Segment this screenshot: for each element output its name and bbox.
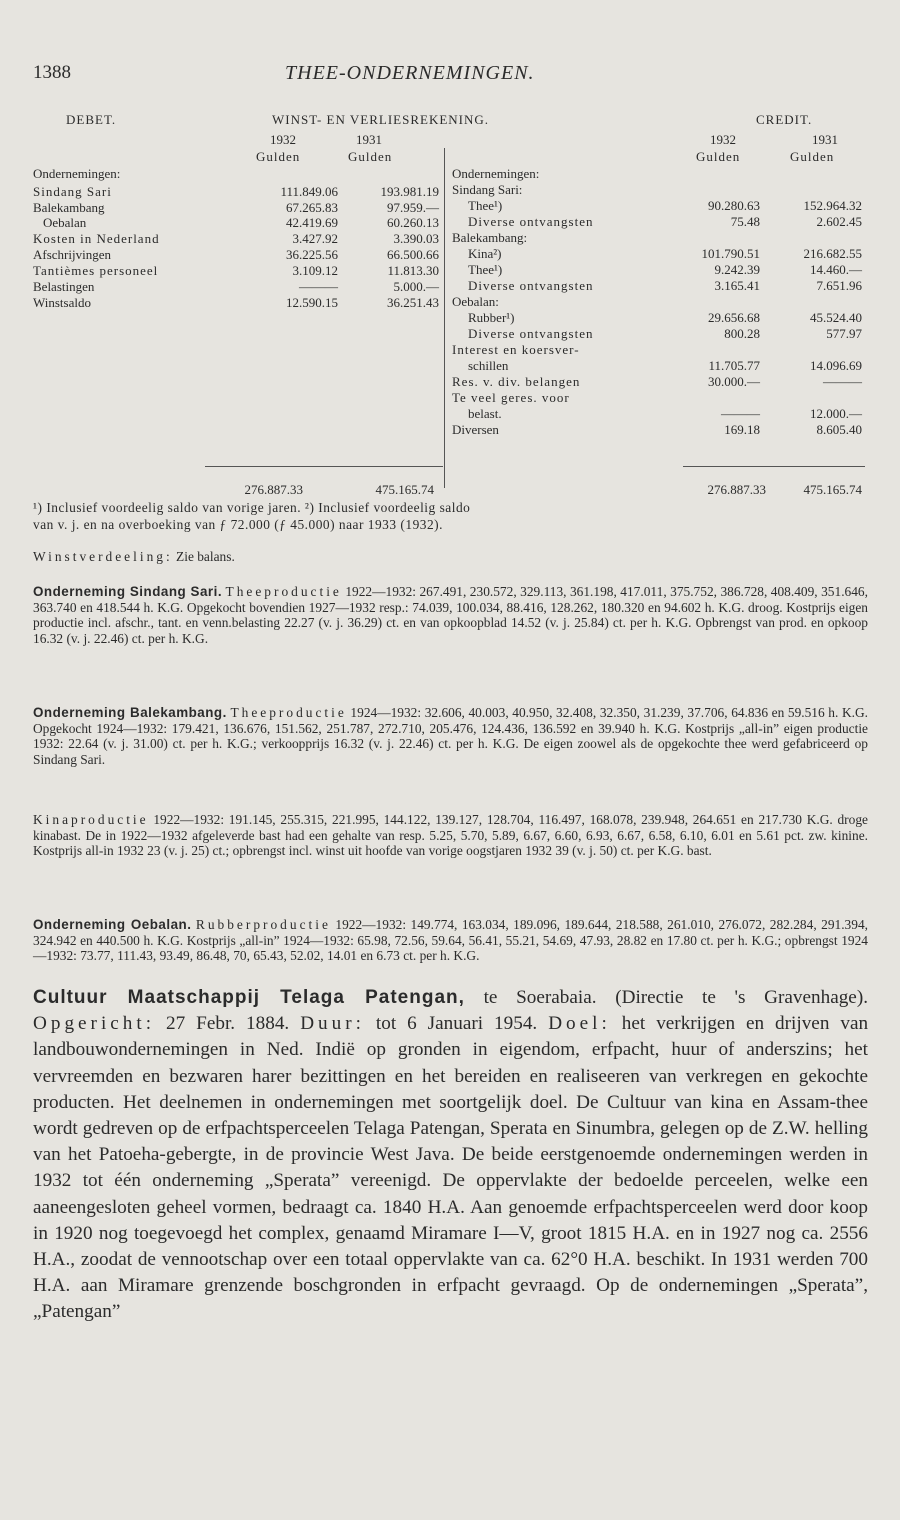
spaced-term: Theeproductie <box>225 584 342 599</box>
winstverdeeling-label: Winstverdeeling: <box>33 549 173 564</box>
credit-label: CREDIT. <box>756 112 813 127</box>
doel-label: Doel: <box>548 1013 611 1035</box>
footnote-line-2: van v. j. en na overboeking van ƒ 72.000 (ƒ 45.000) naar 1933 (1932). <box>33 517 443 532</box>
opgericht-label: Opgericht: <box>33 1013 156 1035</box>
duur-label: Duur: <box>300 1013 365 1035</box>
section-text: 1922—1932: 267.491, 230.572, 329.113, 361.198, 417.011, 375.752, 386.728, 408.409, 351.646, 363.740 en 418.544 h. K.G. Opgekocht bovendien 1927—1932 resp.: 74.039, 100.034, 88.416, 128.262, 180.320 en 94.602 h. K.G. droog. Kostprijs eigen productie incl. afschr., tant. en venn.belasting 22.27 (v. j. 36.29) ct. en van opkoopblad 14.52 (v. j. 25.84) ct. per h. K.G. Opbrengst van prod. en opkoop 16.32 (v. j. 22.46) ct. per h. K.G. <box>33 584 868 646</box>
credit-total-1931: 475.165.74 <box>803 482 862 497</box>
company-text: 27 Febr. 1884. <box>166 1013 290 1035</box>
section-kina <box>33 812 868 859</box>
debit-currency-1932: Gulden <box>256 149 301 164</box>
section-heading: Onderneming Sindang Sari. <box>33 584 223 599</box>
column-divider <box>444 148 445 488</box>
section-sindang-sari <box>33 584 868 646</box>
statement-title: WINST- EN VERLIESREKENING. <box>272 112 490 127</box>
credit-year-1932: 1932 <box>710 132 736 147</box>
credit-year-1931: 1931 <box>812 132 838 147</box>
spaced-term: Kinaproductie <box>33 812 149 827</box>
footnote-line-1: ¹) Inclusief voordeelig saldo van vorige jaren. ²) Inclusief voordeelig saldo <box>33 500 471 515</box>
section-text: 1922—1932: 149.774, 163.034, 189.096, 189.644, 218.588, 261.010, 276.072, 282.284, 291.394, 324.942 en 440.500 h. K.G. Kostprijs „all-in” 1924—1932: 65.98, 72.56, 59.64, 56.41, 55.21, 54.69, 47.93, 28.82 en 17.80 ct. per h. K.G.; opbrengst 1924—1932: 73.77, 111.43, 93.49, 86.48, 70, 65.43, 52.02, 14.01 en 6.73 ct. per h. K.G. <box>33 917 868 964</box>
spaced-term: Theeproductie <box>230 705 347 720</box>
company-name: Cultuur Maatschappij Telaga Patengan, <box>33 987 465 1008</box>
section-balekambang <box>33 705 868 767</box>
section-heading: Onderneming Balekambang. <box>33 705 227 720</box>
spaced-term: Rubberproductie <box>195 917 331 932</box>
section-text: 1924—1932: 32.606, 40.003, 40.950, 32.408, 32.350, 31.239, 37.706, 64.836 en 59.516 h. K.G. Opgekocht 1924—1932: 179.421, 136.676, 151.562, 251.787, 272.710, 205.476, 124.436, 136.592 en 39.940 h. K.G. Kostprijs „all-in” eigen productie 1932: 22.64 (v. j. 31.00) ct. per h. K.G.; verkoopprijs 16.32 (v. j. 22.46) ct. per h. K.G. De eigen zoowel als de opgekochte thee werd gefabriceerd op Sindang Sari. <box>33 705 868 767</box>
section-oebalan <box>33 917 868 964</box>
section-heading: Onderneming Oebalan. <box>33 917 192 932</box>
company-text: tot 6 Januari 1954. <box>375 1013 538 1035</box>
company-text: het verkrijgen en drijven van landbouwondernemingen in Ned. Indië op gronden in eigendom, erfpacht, huur of anderszins; het vervreemden en bezwaren harer bezittingen en het bereiden en realiseeren van verkregen en gekochte producten. Het deelnemen in ondernemingen met soortgelijk doel. De Cultuur van kina en Assam-thee wordt gedreven op de erfpachtsperceelen Telaga Patengan, Sperata en Sinumbra, gelegen op de Z.W. helling van het Patoeha-gebergte, in de provincie West Java. De beide eerstgenoemde ondernemingen werden in 1932 tot één onderneming „Sperata” vereenigd. De oppervlakte der bedoelde perceelen, welke een aaneengesloten geheel vormen, bedraagt ca. 1840 H.A. Aan genoemde erfpachtsperceelen werd door koop in 1920 nog toegevoegd het complex, genaamd Miramare I—V, groot 1815 H.A. en in 1927 nog ca. 2556 H.A., zoodat de vennootschap over een totaal oppervlakte van ca. 62°0 H.A. beschikt. In 1931 werden 700 H.A. aan Miramare grenzende boschgronden in erfpacht gevraagd. Op de ondernemingen „Sperata”, „Patengan” <box>33 1013 869 1323</box>
section-text: 1922—1932: 191.145, 255.315, 221.995, 144.122, 139.127, 128.704, 116.497, 168.078, 239.948, 264.651 en 217.730 K.G. droge kinabast. De in 1922—1932 afgeleverde bast had een gehalte van resp. 5.25, 5.70, 5.89, 6.67, 6.60, 6.93, 6.67, 6.58, 6.10, 6.01 en 5.61 pct. zw. kinine. Kostprijs all-in 1932 23 (v. j. 25) ct.; opbrengst incl. winst uit hoofde van vorige oogstjaren 1932 39 (v. j. 50) ct. per K.G. bast. <box>33 812 868 859</box>
winstverdeeling-text: Zie balans. <box>176 549 235 564</box>
debit-year-1932: 1932 <box>270 132 296 147</box>
credit-currency-1932: Gulden <box>696 149 741 164</box>
debit-total-1931: 475.165.74 <box>375 482 434 497</box>
debit-year-1931: 1931 <box>356 132 382 147</box>
page-number: 1388 <box>33 62 71 83</box>
credit-currency-1931: Gulden <box>790 149 835 164</box>
debit-total-rule <box>205 466 443 467</box>
company-section <box>33 985 868 1326</box>
company-text: te Soerabaia. (Directie te 's Gravenhage). <box>483 987 869 1008</box>
credit-total-1932: 276.887.33 <box>707 482 766 497</box>
debit-currency-1931: Gulden <box>348 149 393 164</box>
debit-total-1932: 276.887.33 <box>244 482 303 497</box>
winstverdeeling <box>33 549 235 565</box>
debet-label: DEBET. <box>66 112 117 127</box>
running-title: THEE-ONDERNEMINGEN. <box>285 62 535 84</box>
credit-total-rule <box>683 466 865 467</box>
